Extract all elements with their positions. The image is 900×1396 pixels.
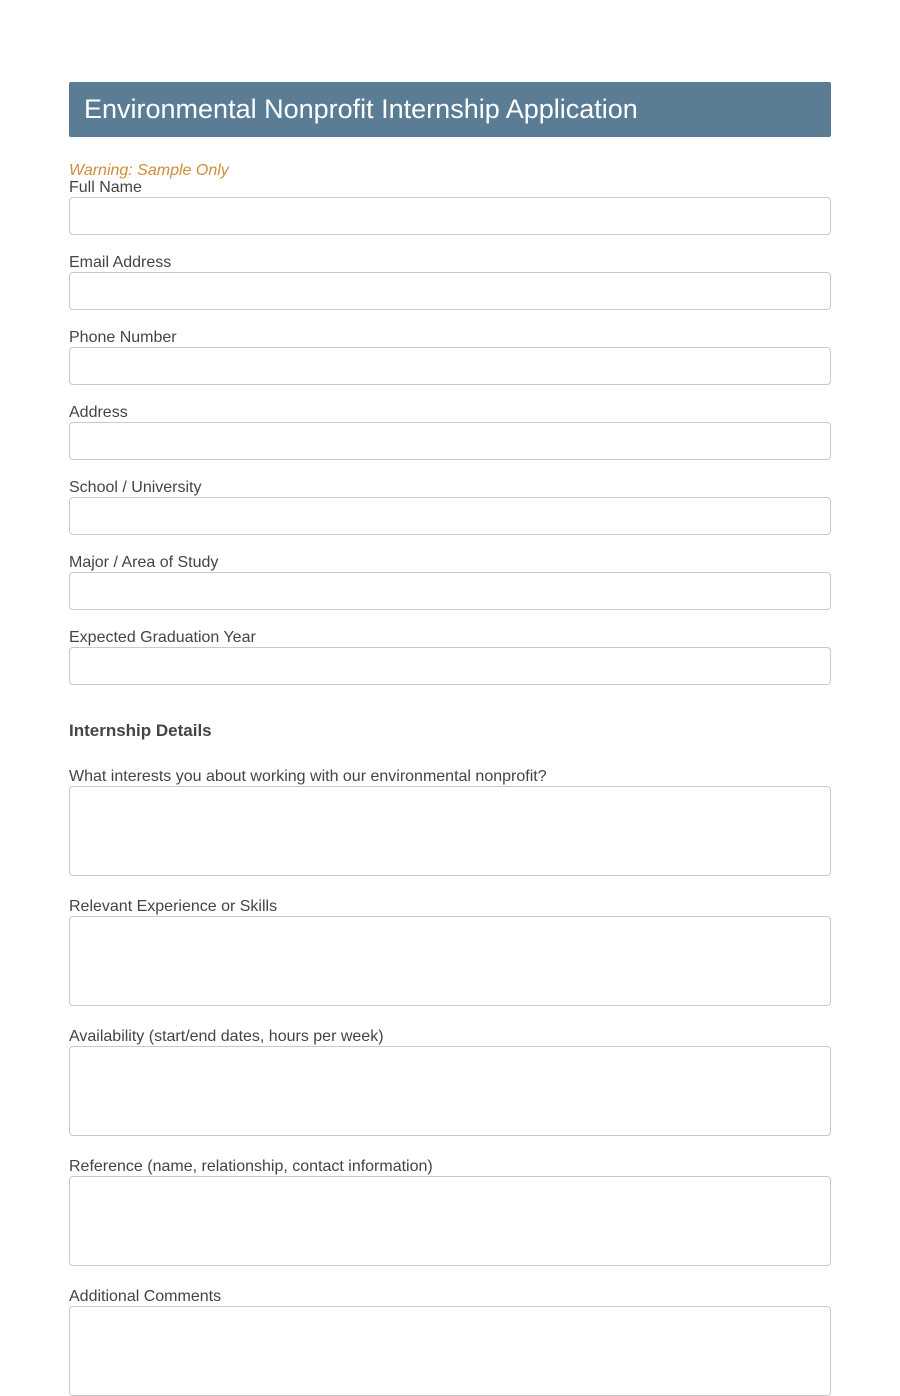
school-label: School / University (69, 479, 202, 496)
email-group (69, 254, 831, 310)
major-group (69, 554, 831, 610)
internship-details-heading: Internship Details (69, 721, 212, 740)
interests-label: What interests you about working with our environmental nonprofit? (69, 768, 547, 785)
interests-group (69, 768, 831, 876)
school-group (69, 479, 831, 535)
comments-group (69, 1288, 831, 1396)
comments-textarea[interactable] (69, 1306, 831, 1396)
experience-textarea[interactable] (69, 916, 831, 1006)
availability-group (69, 1028, 831, 1136)
comments-label: Additional Comments (69, 1288, 222, 1305)
graduation-year-group (69, 629, 831, 685)
phone-group (69, 329, 831, 385)
major-input[interactable] (69, 572, 831, 610)
graduation-year-input[interactable] (69, 647, 831, 685)
availability-label: Availability (start/end dates, hours per week) (69, 1028, 384, 1045)
reference-group (69, 1158, 831, 1266)
experience-label: Relevant Experience or Skills (69, 898, 278, 915)
phone-input[interactable] (69, 347, 831, 385)
address-group (69, 404, 831, 460)
full-name-input[interactable] (69, 197, 831, 235)
address-input[interactable] (69, 422, 831, 460)
full-name-group (69, 179, 831, 235)
availability-textarea[interactable] (69, 1046, 831, 1136)
experience-group (69, 898, 831, 1006)
application-form (69, 82, 831, 1396)
school-input[interactable] (69, 497, 831, 535)
email-input[interactable] (69, 272, 831, 310)
major-label: Major / Area of Study (69, 554, 219, 571)
form-title: Environmental Nonprofit Internship Application (84, 94, 638, 124)
form-header (69, 82, 831, 137)
reference-label: Reference (name, relationship, contact information) (69, 1158, 433, 1175)
interests-textarea[interactable] (69, 786, 831, 876)
reference-textarea[interactable] (69, 1176, 831, 1266)
address-label: Address (69, 404, 128, 421)
sample-warning: Warning: Sample Only (69, 162, 229, 179)
full-name-label: Full Name (69, 179, 142, 196)
phone-label: Phone Number (69, 329, 177, 346)
graduation-year-label: Expected Graduation Year (69, 629, 256, 646)
email-label: Email Address (69, 254, 172, 271)
